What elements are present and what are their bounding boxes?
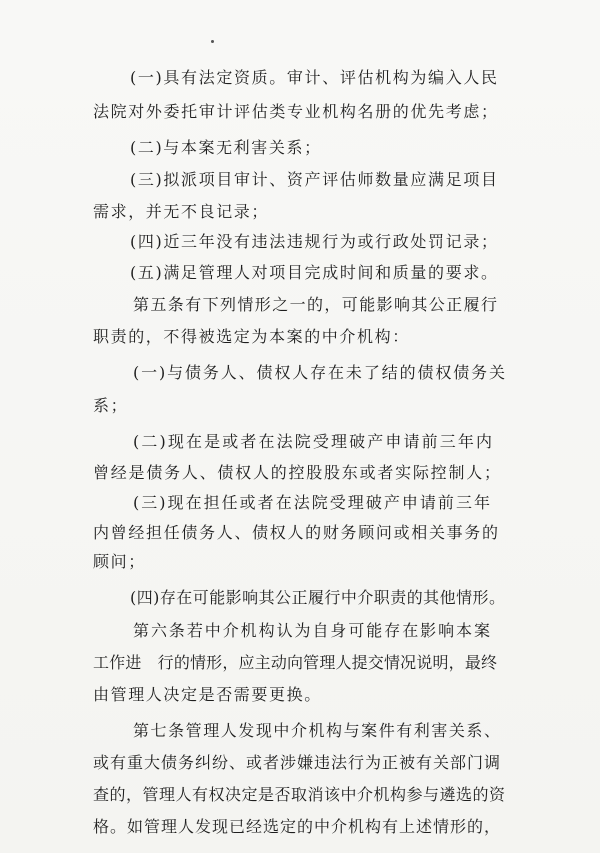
text-line: (五)满足管理人对项目完成时间和质量的要求。 [130, 263, 497, 282]
text-line: (二)与本案无利害关系； [130, 138, 322, 157]
text-line: 职责的，不得被选定为本案的中介机构： [93, 327, 410, 346]
scan-speck [211, 40, 214, 43]
text-line: 需求，并无不良记录； [93, 202, 270, 221]
text-line: (四)存在可能影响其公正履行中介职责的其他情形。 [130, 588, 505, 607]
text-line: (四)近三年没有违法违规行为或行政处罚记录； [130, 232, 497, 251]
text-line: 格。如管理人发现已经选定的中介机构有上述情形的， [93, 817, 500, 836]
text-line: (一)与债务人、债权人存在未了结的债权债务关 [133, 363, 505, 382]
text-line: 第七条管理人发现中介机构与案件有利害关系、 [133, 721, 500, 740]
text-line: 工作进 行的情形，应主动向管理人提交情况说明，最终 [93, 653, 497, 672]
text-line: 系； [93, 396, 129, 415]
text-line: 第五条有下列情形之一的，可能影响其公正履行 [133, 295, 497, 314]
text-line: (一)具有法定资质。审计、评估机构为编入人民 [130, 68, 497, 87]
text-line: 法院对外委托审计评估类专业机构名册的优先考虑； [93, 102, 497, 121]
text-line: (三)拟派项目审计、资产评估师数量应满足项目 [130, 170, 497, 189]
text-line: (三)现在担任或者在法院受理破产申请前三年 [133, 493, 490, 512]
text-line: 顾问； [93, 552, 146, 571]
text-line: 第六条若中介机构认为自身可能存在影响本案 [133, 621, 490, 640]
text-line: 内曾经担任债务人、债权人的财务顾问或相关事务的 [93, 523, 498, 542]
text-line: 或有重大债务纠纷、或者涉嫌违法行为正被有关部门调 [93, 753, 500, 772]
text-line: 查的，管理人有权决定是否取消该中介机构参与遴选的资 [93, 785, 505, 804]
text-line: 由管理人决定是否需要更换。 [93, 685, 322, 704]
text-line: (二)现在是或者在法院受理破产申请前三年内 [133, 432, 492, 451]
text-line: 曾经是债务人、债权人的控股股东或者实际控制人； [93, 463, 500, 482]
